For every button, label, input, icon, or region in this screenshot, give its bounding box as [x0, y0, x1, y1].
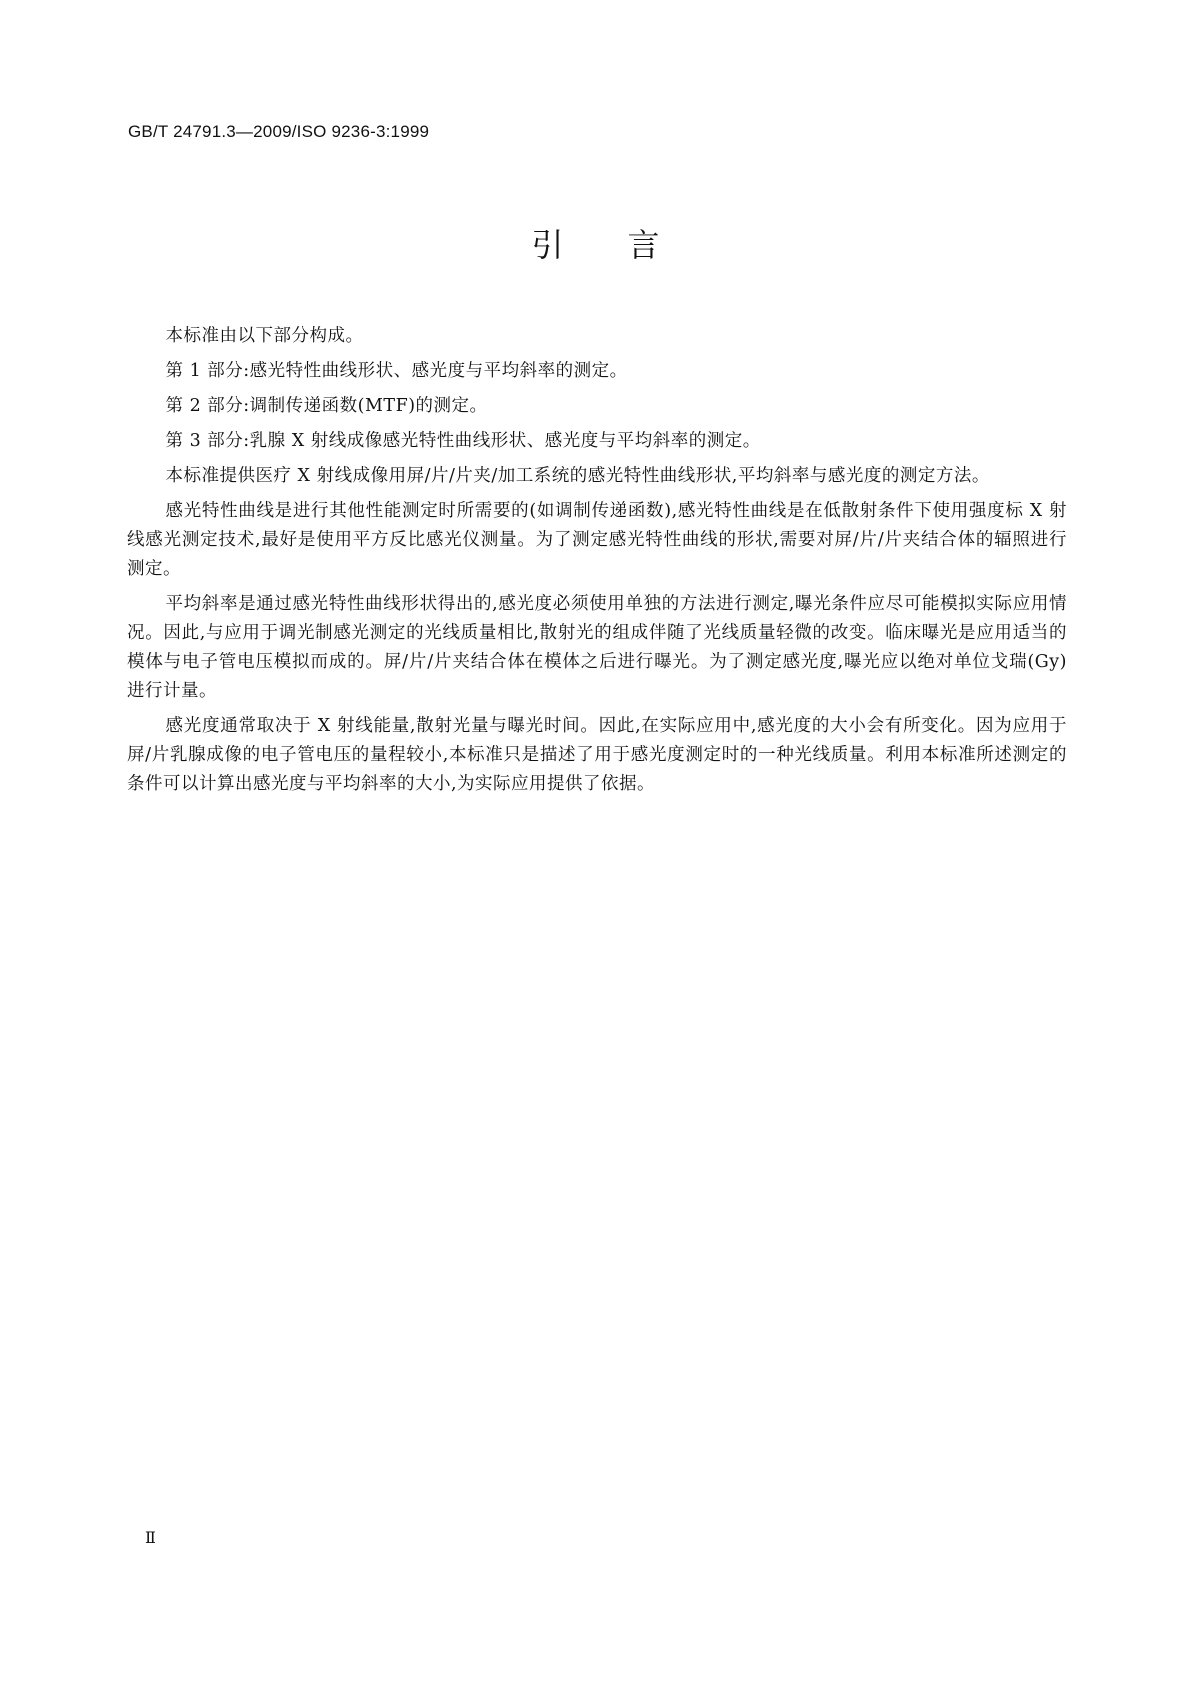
paragraph: 感光特性曲线是进行其他性能测定时所需要的(如调制传递函数),感光特性曲线是在低散射条件下使用强度标 X 射线感光测定技术,最好是使用平方反比感光仪测量。为了测定感光特性曲线的形状,需要对屏/片/片夹结合体的辐照进行测定。 [127, 501, 1067, 579]
paragraph: 第 1 部分:感光特性曲线形状、感光度与平均斜率的测定。 [165, 361, 628, 381]
paragraph: 本标准提供医疗 X 射线成像用屏/片/片夹/加工系统的感光特性曲线形状,平均斜率与感光度的测定方法。 [165, 466, 990, 486]
paragraph: 第 2 部分:调制传递函数(MTF)的测定。 [165, 396, 488, 416]
introduction-body [127, 322, 1067, 805]
paragraph: 感光度通常取决于 X 射线能量,散射光量与曝光时间。因此,在实际应用中,感光度的大小会有所变化。因为应用于屏/片乳腺成像的电子管电压的量程较小,本标准只是描述了用于感光度测定时的一种光线质量。利用本标准所述测定的条件可以计算出感光度与平均斜率的大小,为实际应用提供了依据。 [127, 716, 1067, 794]
paragraph: 第 3 部分:乳腺 X 射线成像感光特性曲线形状、感光度与平均斜率的测定。 [165, 431, 761, 451]
paragraph: 本标准由以下部分构成。 [165, 326, 364, 346]
paragraph: 平均斜率是通过感光特性曲线形状得出的,感光度必须使用单独的方法进行测定,曝光条件应尽可能模拟实际应用情况。因此,与应用于调光制感光测定的光线质量相比,散射光的组成伴随了光线质量轻微的改变。临床曝光是应用适当的模体与电子管电压模拟而成的。屏/片/片夹结合体在模体之后进行曝光。为了测定感光度,曝光应以绝对单位戈瑞(Gy)进行计量。 [127, 594, 1067, 701]
page-number: Ⅱ [145, 1528, 156, 1547]
standard-header: GB/T 24791.3—2009/ISO 9236-3:1999 [128, 122, 430, 141]
page-title: 引言 [531, 226, 724, 264]
